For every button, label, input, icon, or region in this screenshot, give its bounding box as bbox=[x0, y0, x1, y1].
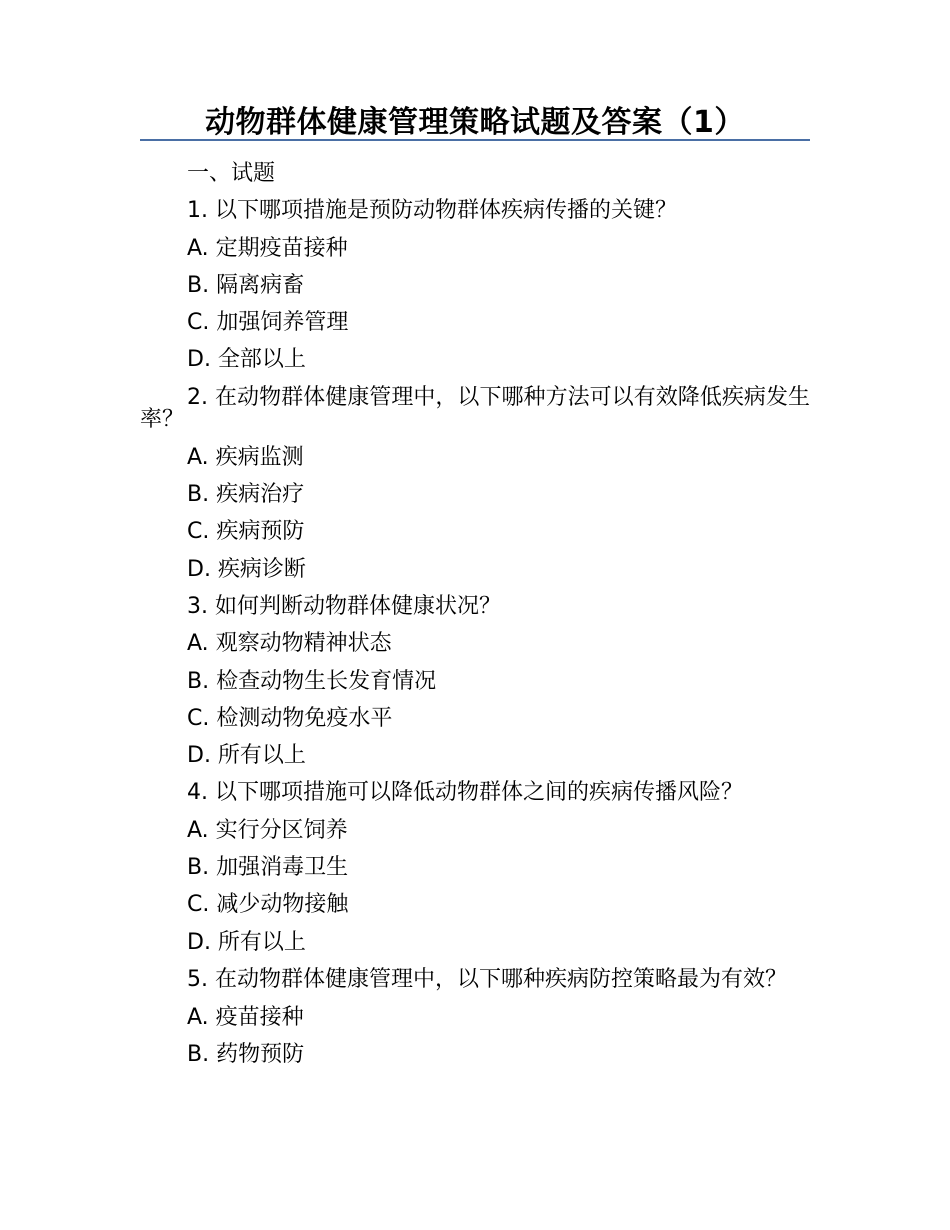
question-1-option-c: C. 加强饲养管理 bbox=[187, 310, 349, 336]
question-3-option-b: B. 检查动物生长发育情况 bbox=[187, 668, 437, 694]
question-1-option-a: A. 定期疫苗接种 bbox=[187, 235, 348, 261]
question-2-option-c: C. 疾病预防 bbox=[187, 519, 305, 545]
question-2-option-a: A. 疾病监测 bbox=[187, 444, 304, 470]
question-2-option-b: B. 疾病治疗 bbox=[187, 482, 305, 508]
question-2-option-d: D. 疾病诊断 bbox=[187, 556, 306, 582]
question-3-option-c: C. 检测动物免疫水平 bbox=[187, 705, 393, 731]
question-3-option-a: A. 观察动物精神状态 bbox=[187, 631, 392, 657]
question-1: 1. 以下哪项措施是预防动物群体疾病传播的关键？ bbox=[187, 198, 677, 224]
title-underline bbox=[140, 139, 810, 141]
question-5: 5. 在动物群体健康管理中，以下哪种疾病防控策略最为有效？ bbox=[187, 966, 787, 992]
question-4-option-b: B. 加强消毒卫生 bbox=[187, 855, 349, 881]
question-2: 2. 在动物群体健康管理中，以下哪种方法可以有效降低疾病发生率？ bbox=[140, 384, 810, 432]
question-3-option-d: D. 所有以上 bbox=[187, 743, 306, 769]
question-5-option-a: A. 疫苗接种 bbox=[187, 1004, 304, 1030]
question-4-option-c: C. 减少动物接触 bbox=[187, 892, 349, 918]
question-1-option-b: B. 隔离病畜 bbox=[187, 272, 305, 298]
document-title: 动物群体健康管理策略试题及答案（1） bbox=[205, 105, 745, 140]
question-4-option-a: A. 实行分区饲养 bbox=[187, 817, 348, 843]
question-4: 4. 以下哪项措施可以降低动物群体之间的疾病传播风险？ bbox=[187, 780, 743, 806]
question-3: 3. 如何判断动物群体健康状况？ bbox=[187, 593, 501, 619]
question-5-option-b: B. 药物预防 bbox=[187, 1042, 305, 1068]
section-heading: 一、试题 bbox=[187, 161, 276, 186]
question-1-option-d: D. 全部以上 bbox=[187, 347, 306, 373]
document-body bbox=[140, 155, 810, 1074]
question-4-option-d: D. 所有以上 bbox=[187, 929, 306, 955]
